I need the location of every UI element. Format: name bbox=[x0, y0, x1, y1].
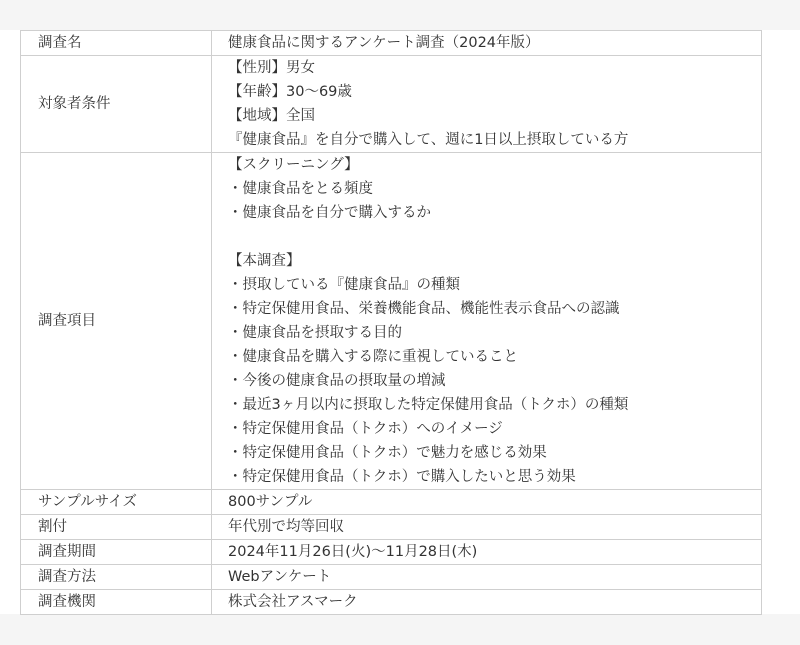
survey-overview-table bbox=[20, 30, 762, 615]
table-row bbox=[21, 515, 762, 540]
row-label-survey-period: 調査期間 bbox=[21, 540, 212, 565]
row-label-target-conditions: 対象者条件 bbox=[21, 56, 212, 153]
value-line: ・特定保健用食品、栄養機能食品、機能性表示食品への認識 bbox=[228, 301, 620, 317]
row-label-survey-name: 調査名 bbox=[21, 31, 212, 56]
value-line: 健康食品に関するアンケート調査（2024年版） bbox=[228, 35, 540, 51]
value-line: 『健康食品』を自分で購入して、週に1日以上摂取している方 bbox=[228, 132, 629, 148]
value-line: 【地域】全国 bbox=[228, 108, 315, 124]
value-line: 年代別で均等回収 bbox=[228, 519, 344, 535]
value-line: 【スクリーニング】 bbox=[228, 157, 359, 173]
value-line: ・特定保健用食品（トクホ）で購入したいと思う効果 bbox=[228, 469, 576, 485]
row-value-survey-items bbox=[212, 153, 762, 490]
value-line: Webアンケート bbox=[228, 569, 332, 585]
table-row bbox=[21, 540, 762, 565]
value-line: ・特定保健用食品（トクホ）へのイメージ bbox=[228, 421, 503, 437]
row-value-survey-method bbox=[212, 565, 762, 590]
value-line: ・健康食品を自分で購入するか bbox=[228, 205, 431, 221]
value-line: ・健康食品を購入する際に重視していること bbox=[228, 349, 518, 365]
value-line: ・摂取している『健康食品』の種類 bbox=[228, 277, 460, 293]
table-row bbox=[21, 590, 762, 615]
value-line: 【年齢】30〜69歳 bbox=[228, 84, 352, 100]
survey-overview-page bbox=[0, 30, 800, 614]
value-line: ・最近3ヶ月以内に摂取した特定保健用食品（トクホ）の種類 bbox=[228, 397, 629, 413]
row-label-survey-items: 調査項目 bbox=[21, 153, 212, 490]
row-value-allocation bbox=[212, 515, 762, 540]
table-row bbox=[21, 31, 762, 56]
value-line: 【性別】男女 bbox=[228, 60, 315, 76]
value-line: 株式会社アスマーク bbox=[228, 594, 358, 610]
table-row bbox=[21, 153, 762, 490]
row-value-survey-period bbox=[212, 540, 762, 565]
row-label-survey-method: 調査方法 bbox=[21, 565, 212, 590]
value-line: 【本調査】 bbox=[228, 253, 301, 269]
table-row bbox=[21, 490, 762, 515]
value-line: ・健康食品を摂取する目的 bbox=[228, 325, 402, 341]
value-line: ・特定保健用食品（トクホ）で魅力を感じる効果 bbox=[228, 445, 547, 461]
row-value-target-conditions bbox=[212, 56, 762, 153]
table-row bbox=[21, 56, 762, 153]
row-label-allocation: 割付 bbox=[21, 515, 212, 540]
value-line: ・今後の健康食品の摂取量の増減 bbox=[228, 373, 446, 389]
row-value-survey-name bbox=[212, 31, 762, 56]
table-row bbox=[21, 565, 762, 590]
row-value-survey-organization bbox=[212, 590, 762, 615]
value-line: 800サンプル bbox=[228, 494, 313, 510]
value-line: ・健康食品をとる頻度 bbox=[228, 181, 373, 197]
row-value-sample-size bbox=[212, 490, 762, 515]
blank-line bbox=[228, 225, 761, 249]
value-line: 2024年11月26日(火)〜11月28日(木) bbox=[228, 544, 478, 560]
row-label-survey-organization: 調査機関 bbox=[21, 590, 212, 615]
row-label-sample-size: サンプルサイズ bbox=[21, 490, 212, 515]
